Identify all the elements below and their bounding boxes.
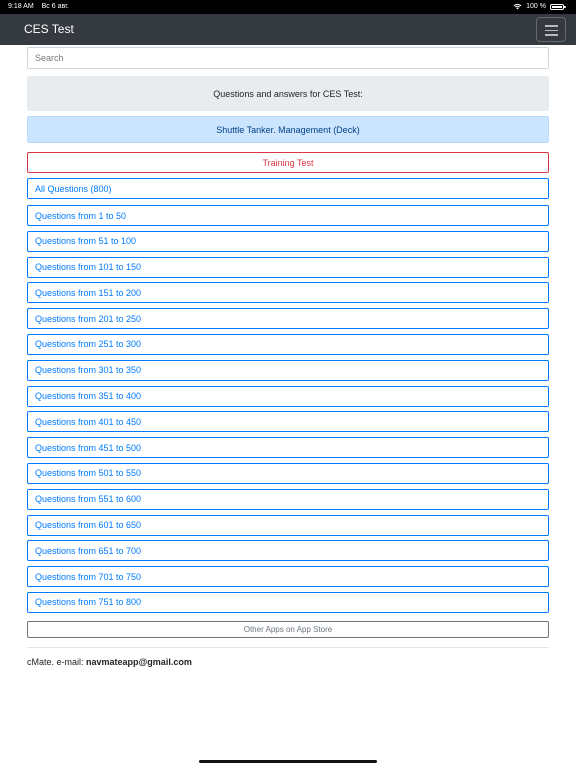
subject-banner: Shuttle Tanker. Management (Deck): [27, 116, 549, 143]
questions-heading: Questions and answers for CES Test:: [27, 76, 549, 111]
question-range-item[interactable]: Questions from 551 to 600: [27, 489, 549, 510]
question-range-item[interactable]: Questions from 51 to 100: [27, 231, 549, 252]
contact-line: [27, 657, 549, 667]
divider: [27, 647, 549, 648]
app-title[interactable]: CES Test: [24, 22, 74, 36]
search-input[interactable]: [27, 47, 549, 69]
question-range-item[interactable]: Questions from 451 to 500: [27, 437, 549, 458]
battery-icon: [550, 4, 564, 10]
status-bar: [0, 0, 576, 14]
status-time: 9:18 AM: [8, 3, 34, 10]
status-date: Вс 6 авг.: [41, 3, 69, 10]
question-range-item[interactable]: Questions from 101 to 150: [27, 257, 549, 278]
contact-email[interactable]: navmateapp@gmail.com: [86, 656, 192, 667]
main-content: [27, 47, 549, 667]
navbar: [0, 14, 576, 45]
question-range-item[interactable]: Questions from 201 to 250: [27, 308, 549, 329]
home-indicator: [199, 760, 377, 763]
contact-prefix: cMate. e-mail:: [27, 656, 87, 667]
wifi-icon: [513, 3, 522, 10]
battery-fill: [552, 6, 562, 8]
question-range-item[interactable]: Questions from 601 to 650: [27, 515, 549, 536]
question-range-item[interactable]: Questions from 501 to 550: [27, 463, 549, 484]
hamburger-menu-icon[interactable]: [536, 17, 566, 42]
question-range-item[interactable]: Questions from 251 to 300: [27, 334, 549, 355]
battery-percent: 100 %: [526, 3, 546, 10]
question-range-item[interactable]: Questions from 401 to 450: [27, 411, 549, 432]
question-range-item[interactable]: Questions from 751 to 800: [27, 592, 549, 613]
question-range-item[interactable]: Questions from 351 to 400: [27, 386, 549, 407]
other-apps-button[interactable]: Other Apps on App Store: [27, 621, 549, 638]
question-range-item[interactable]: Questions from 651 to 700: [27, 540, 549, 561]
all-questions-button[interactable]: All Questions (800): [27, 178, 549, 199]
training-test-button[interactable]: Training Test: [27, 152, 549, 173]
question-range-item[interactable]: Questions from 301 to 350: [27, 360, 549, 381]
question-range-item[interactable]: Questions from 1 to 50: [27, 205, 549, 226]
question-range-item[interactable]: Questions from 701 to 750: [27, 566, 549, 587]
question-range-list: [27, 178, 549, 613]
question-range-item[interactable]: Questions from 151 to 200: [27, 282, 549, 303]
